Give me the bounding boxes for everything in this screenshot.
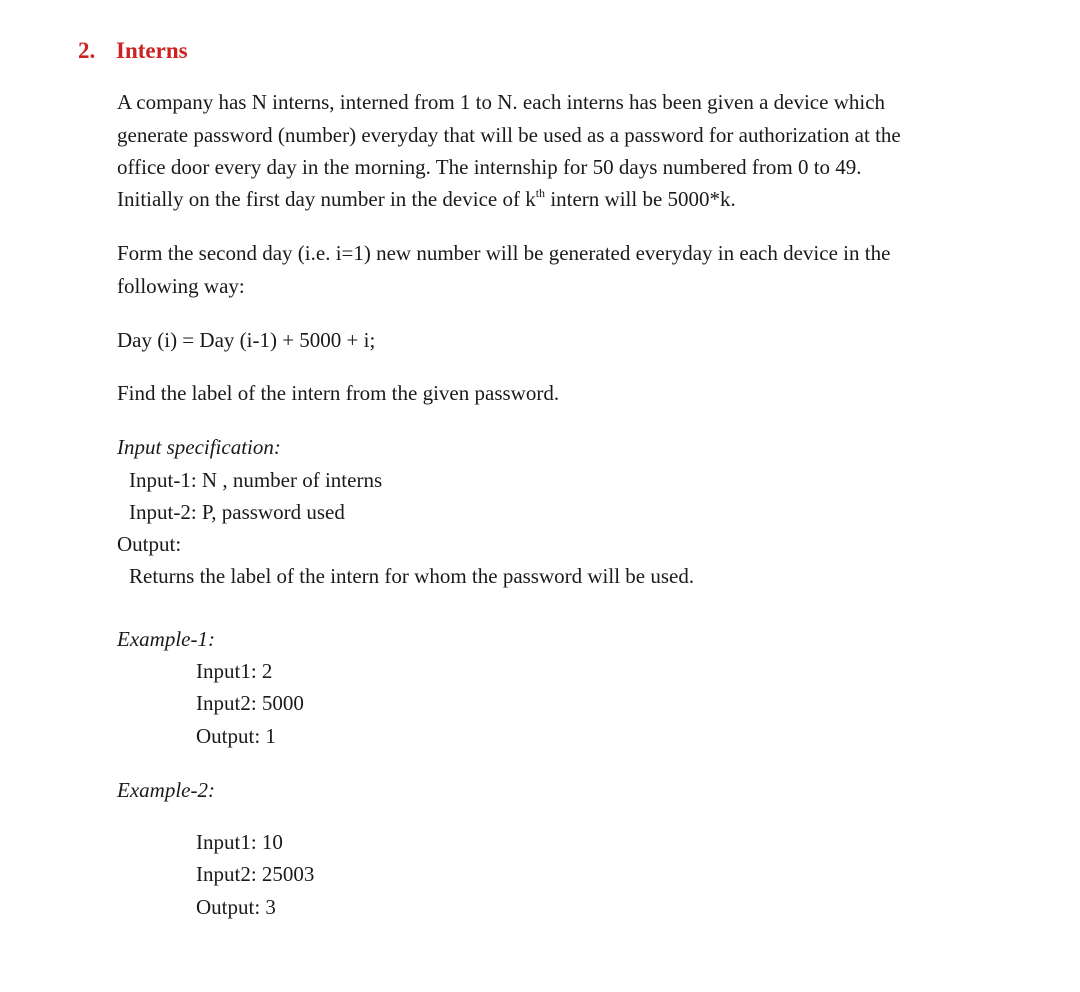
section-number: 2. [78,38,96,63]
example-2-input2: Input2: 25003 [196,862,315,886]
superscript-th: th [535,186,546,200]
output-spec-heading: Output: [117,532,182,556]
example-1-input1: Input1: 2 [196,659,273,683]
input-spec-heading: Input specification: [117,435,281,459]
example-1-output: Output: 1 [196,724,276,748]
rule-line-2: following way: [117,274,245,298]
input-spec-1: Input-1: N , number of interns [129,468,383,492]
example-2-title: Example-2: [117,778,215,802]
formula: Day (i) = Day (i-1) + 5000 + i; [117,328,376,352]
example-2-output: Output: 3 [196,895,276,919]
input-spec-2: Input-2: P, password used [129,500,345,524]
rule-line-1: Form the second day (i.e. i=1) new number will be generated everyday in each device in the [117,241,891,265]
example-1-title: Example-1: [117,627,215,651]
section-heading [78,38,188,64]
intro-line-2: generate password (number) everyday that will be used as a password for authorization at the [117,123,901,147]
intro-line-1: A company has N interns, interned from 1 to N. each interns has been given a device which [117,90,886,114]
intro-line-4: Initially on the first day number in the device of $k^{th}$ intern will be 5000*k. [117,186,736,211]
output-spec-desc: Returns the label of the intern for whom the password will be used. [129,564,695,588]
section-title: Interns [116,38,188,63]
intro-line-3: office door every day in the morning. The internship for 50 days numbered from 0 to 49. [117,155,862,179]
example-1-input2: Input2: 5000 [196,691,304,715]
task-statement: Find the label of the intern from the given password. [117,381,560,405]
example-2-input1: Input1: 10 [196,830,283,854]
